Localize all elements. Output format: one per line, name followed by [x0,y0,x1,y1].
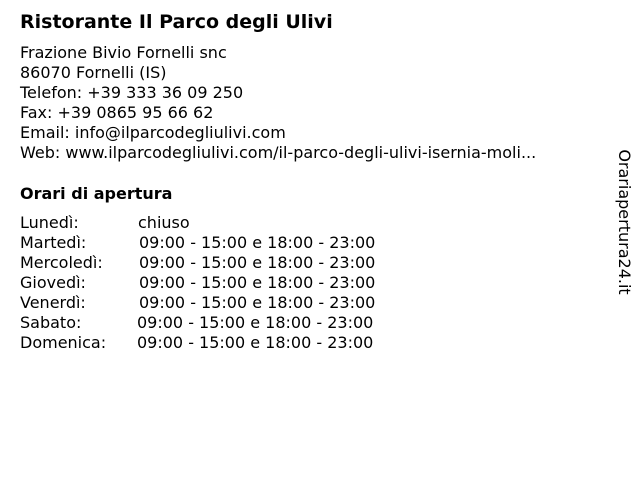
day-hours: 09:00 - 15:00 e 18:00 - 23:00 [139,253,376,272]
day-label: Lunedì: [20,213,79,232]
day-label: Mercoledì: [20,253,103,272]
site-brand-vertical: Orariapertura24.it [615,149,634,295]
day-label: Martedì: [20,233,87,252]
restaurant-name: Ristorante Il Parco degli Ulivi [20,11,333,33]
day-label: Sabato: [20,313,82,332]
address-line2: 86070 Fornelli (IS) [20,63,167,82]
day-hours: 09:00 - 15:00 e 18:00 - 23:00 [139,233,376,252]
day-hours: 09:00 - 15:00 e 18:00 - 23:00 [139,293,376,312]
fax-text: Fax: +39 0865 95 66 62 [20,103,214,122]
opening-hours-heading: Orari di apertura [20,184,173,203]
day-label: Venerdì: [20,293,86,312]
phone-text: Telefon: +39 333 36 09 250 [20,83,244,102]
day-hours: 09:00 - 15:00 e 18:00 - 23:00 [137,313,374,332]
web-text: Web: www.ilparcodegliulivi.com/il-parco-degli-ulivi-isernia-moli... [20,143,537,162]
day-label: Giovedì: [20,273,86,292]
contact-info [20,43,536,163]
address-line1: Frazione Bivio Fornelli snc [20,43,227,62]
day-label: Domenica: [20,333,107,352]
day-hours: chiuso [138,213,190,232]
day-hours: 09:00 - 15:00 e 18:00 - 23:00 [139,273,376,292]
day-hours: 09:00 - 15:00 e 18:00 - 23:00 [137,333,374,352]
email-text: Email: info@ilparcodegliulivi.com [20,123,286,142]
